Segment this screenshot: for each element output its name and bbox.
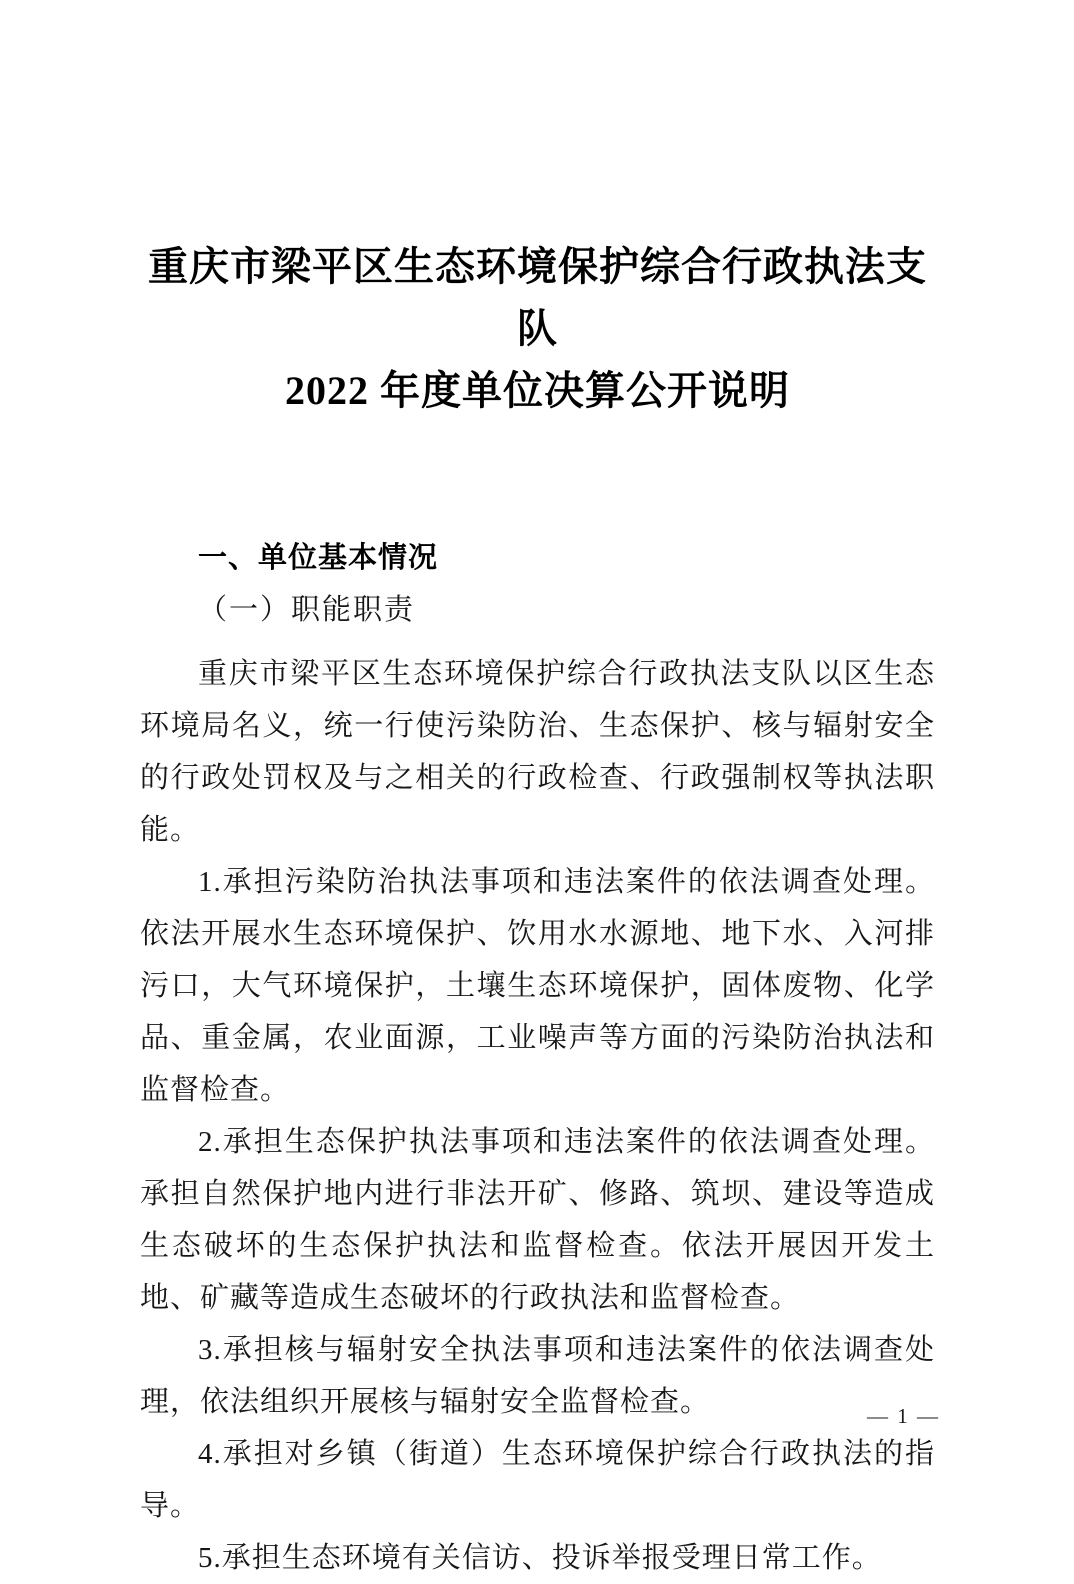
paragraph-duty-2: 2.承担生态保护执法事项和违法案件的依法调查处理。承担自然保护地内进行非法开矿、修路、筑坝、建设等造成生态破坏的生态保护执法和监督检查。依法开展因开发土地、矿藏等造成生态破坏的行政执法和监督检查。 xyxy=(140,1126,935,1314)
page-number: — 1 — xyxy=(867,1404,940,1428)
paragraph-duty-4: 4.承担对乡镇（街道）生态环境保护综合行政执法的指导。 xyxy=(140,1438,935,1522)
section-heading-basic-info: 一、单位基本情况 xyxy=(198,542,439,574)
document-title xyxy=(140,236,935,422)
document-title-line-1: 重庆市梁平区生态环境保护综合行政执法支队 xyxy=(148,244,927,351)
paragraph-duty-3: 3.承担核与辐射安全执法事项和违法案件的依法调查处理，依法组织开展核与辐射安全监督检查。 xyxy=(140,1334,935,1418)
document-body xyxy=(140,648,935,1584)
document-title-line-2: 2022 年度单位决算公开说明 xyxy=(285,368,790,413)
paragraph-duty-1: 1.承担污染防治执法事项和违法案件的依法调查处理。依法开展水生态环境保护、饮用水水源地、地下水、入河排污口，大气环境保护，土壤生态环境保护，固体废物、化学品、重金属，农业面源，工业噪声等方面的污染防治执法和监督检查。 xyxy=(140,866,935,1106)
paragraph-duty-5: 5.承担生态环境有关信访、投诉举报受理日常工作。 xyxy=(198,1542,882,1574)
subsection-heading-duties: （一）职能职责 xyxy=(198,594,416,626)
paragraph-intro: 重庆市梁平区生态环境保护综合行政执法支队以区生态环境局名义，统一行使污染防治、生态保护、核与辐射安全的行政处罚权及与之相关的行政检查、行政强制权等执法职能。 xyxy=(140,658,935,846)
